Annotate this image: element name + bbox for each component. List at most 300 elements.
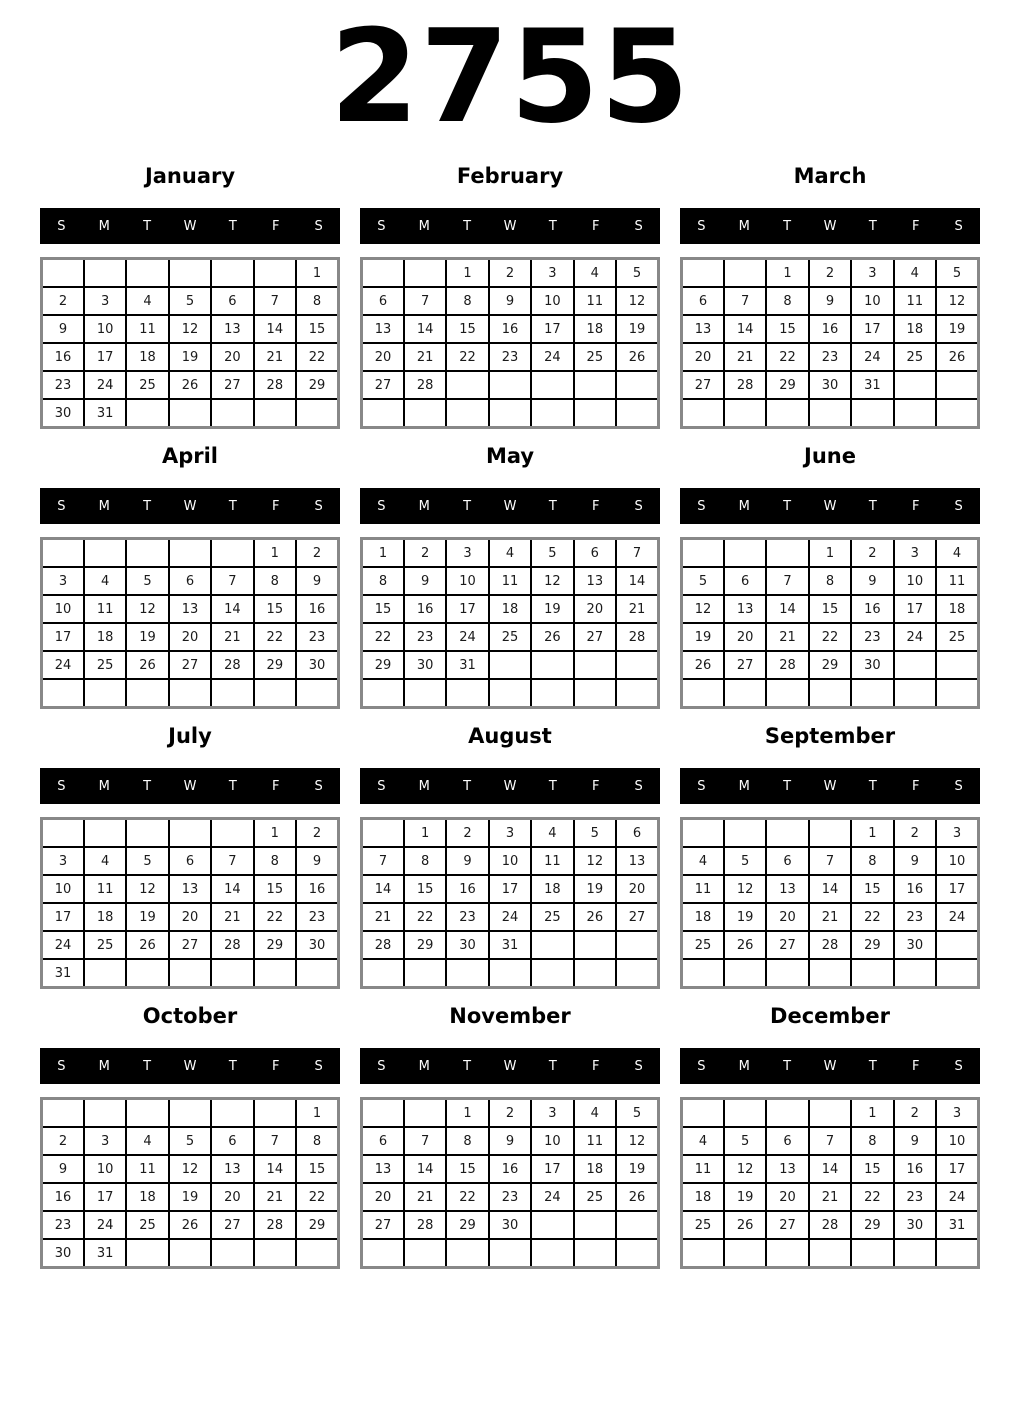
month-days-table — [680, 257, 980, 429]
day-cell: 26 — [724, 1211, 766, 1239]
day-cell: 6 — [682, 287, 724, 315]
month-days-table — [40, 257, 340, 429]
empty-day-cell — [616, 399, 658, 428]
day-cell: 26 — [936, 343, 978, 371]
day-cell: 22 — [362, 623, 404, 651]
day-cell: 15 — [766, 315, 808, 343]
day-cell: 2 — [404, 539, 446, 568]
day-cell: 27 — [724, 651, 766, 679]
day-cell: 12 — [682, 595, 724, 623]
day-cell: 24 — [531, 343, 573, 371]
day-cell: 29 — [254, 931, 296, 959]
week-row — [42, 371, 339, 399]
week-row — [362, 959, 659, 988]
day-cell: 28 — [616, 623, 658, 651]
day-cell: 28 — [766, 651, 808, 679]
day-cell: 1 — [254, 819, 296, 848]
day-cell: 24 — [42, 931, 84, 959]
day-cell: 14 — [254, 315, 296, 343]
day-cell: 23 — [296, 623, 338, 651]
day-cell: 30 — [296, 931, 338, 959]
day-cell: 29 — [851, 1211, 893, 1239]
day-cell: 14 — [766, 595, 808, 623]
empty-day-cell — [42, 679, 84, 708]
weekday-label: M — [418, 1058, 430, 1074]
day-cell: 12 — [936, 287, 978, 315]
day-cell: 27 — [211, 1211, 253, 1239]
empty-day-cell — [42, 259, 84, 288]
day-cell: 1 — [404, 819, 446, 848]
day-cell: 6 — [724, 567, 766, 595]
month-days-body — [362, 1099, 659, 1268]
day-cell: 8 — [404, 847, 446, 875]
day-cell: 1 — [296, 1099, 338, 1128]
empty-day-cell — [126, 819, 168, 848]
empty-day-cell — [126, 539, 168, 568]
day-cell: 23 — [894, 903, 936, 931]
empty-day-cell — [616, 1211, 658, 1239]
month-days-body — [682, 539, 979, 708]
month-days-table — [40, 537, 340, 709]
empty-day-cell — [211, 679, 253, 708]
day-cell: 21 — [724, 343, 766, 371]
day-cell: 20 — [362, 343, 404, 371]
weekday-label: W — [823, 778, 837, 794]
day-cell: 22 — [446, 1183, 488, 1211]
day-cell: 17 — [851, 315, 893, 343]
weekday-label: T — [783, 498, 792, 514]
empty-day-cell — [531, 1239, 573, 1268]
day-cell: 25 — [126, 1211, 168, 1239]
day-cell: 9 — [296, 847, 338, 875]
month-days-body — [42, 819, 339, 988]
day-cell: 10 — [42, 875, 84, 903]
day-cell: 23 — [42, 371, 84, 399]
weekday-label: S — [314, 498, 323, 514]
weekday-label: S — [57, 1058, 66, 1074]
empty-day-cell — [362, 259, 404, 288]
empty-day-cell — [169, 679, 211, 708]
day-cell: 1 — [446, 1099, 488, 1128]
weekday-label: M — [418, 498, 430, 514]
week-row — [682, 679, 979, 708]
day-cell: 15 — [404, 875, 446, 903]
empty-day-cell — [809, 959, 851, 988]
empty-day-cell — [362, 399, 404, 428]
empty-day-cell — [616, 931, 658, 959]
day-cell: 22 — [851, 1183, 893, 1211]
weekday-label: T — [228, 1058, 237, 1074]
month-days-table — [680, 817, 980, 989]
day-cell: 4 — [936, 539, 978, 568]
weekday-label: T — [783, 1058, 792, 1074]
day-cell: 20 — [211, 1183, 253, 1211]
week-row — [42, 399, 339, 428]
day-cell: 4 — [84, 567, 126, 595]
weekday-label: S — [954, 778, 963, 794]
weekday-header — [680, 208, 980, 244]
day-cell: 13 — [169, 875, 211, 903]
day-cell: 2 — [489, 259, 531, 288]
months-grid — [0, 156, 1020, 1269]
week-row — [42, 567, 339, 595]
day-cell: 19 — [724, 903, 766, 931]
week-row — [42, 875, 339, 903]
day-cell: 5 — [682, 567, 724, 595]
day-cell: 8 — [446, 287, 488, 315]
day-cell: 27 — [211, 371, 253, 399]
day-cell: 5 — [724, 847, 766, 875]
day-cell: 14 — [404, 1155, 446, 1183]
weekday-label: W — [503, 778, 517, 794]
day-cell: 6 — [169, 567, 211, 595]
weekday-label: S — [314, 778, 323, 794]
day-cell: 21 — [362, 903, 404, 931]
empty-day-cell — [126, 399, 168, 428]
day-cell: 24 — [489, 903, 531, 931]
day-cell: 20 — [169, 623, 211, 651]
empty-day-cell — [489, 651, 531, 679]
day-cell: 21 — [809, 903, 851, 931]
day-cell: 12 — [126, 595, 168, 623]
day-cell: 17 — [531, 315, 573, 343]
empty-day-cell — [446, 399, 488, 428]
day-cell: 13 — [574, 567, 616, 595]
empty-day-cell — [574, 371, 616, 399]
day-cell: 10 — [446, 567, 488, 595]
empty-day-cell — [296, 1239, 338, 1268]
day-cell: 26 — [531, 623, 573, 651]
empty-day-cell — [84, 959, 126, 988]
day-cell: 29 — [362, 651, 404, 679]
day-cell: 10 — [42, 595, 84, 623]
day-cell: 3 — [936, 819, 978, 848]
month-days-body — [42, 1099, 339, 1268]
day-cell: 19 — [574, 875, 616, 903]
day-cell: 27 — [362, 1211, 404, 1239]
week-row — [362, 1155, 659, 1183]
empty-day-cell — [724, 959, 766, 988]
day-cell: 7 — [766, 567, 808, 595]
day-cell: 8 — [254, 567, 296, 595]
day-cell: 19 — [169, 343, 211, 371]
month-title: June — [804, 444, 856, 468]
weekday-header — [360, 208, 660, 244]
empty-day-cell — [766, 1099, 808, 1128]
empty-day-cell — [446, 959, 488, 988]
empty-day-cell — [766, 819, 808, 848]
week-row — [362, 567, 659, 595]
week-row — [42, 651, 339, 679]
empty-day-cell — [254, 1099, 296, 1128]
day-cell: 19 — [936, 315, 978, 343]
empty-day-cell — [126, 679, 168, 708]
week-row — [682, 847, 979, 875]
day-cell: 24 — [936, 903, 978, 931]
week-row — [42, 1183, 339, 1211]
day-cell: 17 — [936, 875, 978, 903]
weekday-header — [40, 208, 340, 244]
day-cell: 26 — [574, 903, 616, 931]
day-cell: 11 — [126, 1155, 168, 1183]
day-cell: 14 — [724, 315, 766, 343]
day-cell: 3 — [531, 1099, 573, 1128]
day-cell: 23 — [296, 903, 338, 931]
day-cell: 8 — [766, 287, 808, 315]
month-days-body — [42, 259, 339, 428]
day-cell: 16 — [296, 595, 338, 623]
empty-day-cell — [211, 1239, 253, 1268]
weekday-label: T — [463, 778, 472, 794]
weekday-label: S — [954, 1058, 963, 1074]
empty-day-cell — [894, 959, 936, 988]
day-cell: 13 — [211, 315, 253, 343]
weekday-label: S — [954, 218, 963, 234]
day-cell: 6 — [616, 819, 658, 848]
empty-day-cell — [531, 399, 573, 428]
week-row — [42, 959, 339, 988]
week-row — [682, 623, 979, 651]
week-row — [682, 1239, 979, 1268]
weekday-label: S — [697, 778, 706, 794]
day-cell: 21 — [809, 1183, 851, 1211]
day-cell: 18 — [84, 623, 126, 651]
weekday-label: T — [548, 1058, 557, 1074]
day-cell: 9 — [296, 567, 338, 595]
day-cell: 7 — [724, 287, 766, 315]
empty-day-cell — [766, 959, 808, 988]
day-cell: 11 — [126, 315, 168, 343]
day-cell: 13 — [724, 595, 766, 623]
empty-day-cell — [574, 931, 616, 959]
empty-day-cell — [724, 399, 766, 428]
day-cell: 10 — [936, 847, 978, 875]
month-days-body — [362, 539, 659, 708]
day-cell: 30 — [851, 651, 893, 679]
weekday-label: F — [911, 778, 920, 794]
day-cell: 30 — [42, 399, 84, 428]
weekday-label: T — [143, 1058, 152, 1074]
week-row — [362, 847, 659, 875]
day-cell: 16 — [404, 595, 446, 623]
day-cell: 7 — [616, 539, 658, 568]
week-row — [362, 931, 659, 959]
weekday-label: M — [98, 778, 110, 794]
empty-day-cell — [211, 539, 253, 568]
day-cell: 28 — [362, 931, 404, 959]
weekday-label: T — [548, 778, 557, 794]
weekday-label: T — [868, 778, 877, 794]
week-row — [42, 343, 339, 371]
day-cell: 5 — [936, 259, 978, 288]
day-cell: 24 — [531, 1183, 573, 1211]
day-cell: 8 — [296, 287, 338, 315]
day-cell: 10 — [936, 1127, 978, 1155]
weekday-label: W — [183, 1058, 197, 1074]
day-cell: 16 — [851, 595, 893, 623]
empty-day-cell — [724, 259, 766, 288]
day-cell: 2 — [809, 259, 851, 288]
month-title: December — [770, 1004, 890, 1028]
day-cell: 12 — [169, 1155, 211, 1183]
day-cell: 21 — [254, 343, 296, 371]
day-cell: 18 — [489, 595, 531, 623]
day-cell: 10 — [84, 1155, 126, 1183]
empty-day-cell — [84, 819, 126, 848]
empty-day-cell — [489, 959, 531, 988]
day-cell: 17 — [84, 1183, 126, 1211]
month-title: April — [161, 444, 219, 468]
day-cell: 9 — [42, 1155, 84, 1183]
empty-day-cell — [574, 1239, 616, 1268]
day-cell: 5 — [616, 259, 658, 288]
weekday-label: M — [738, 1058, 750, 1074]
day-cell: 19 — [682, 623, 724, 651]
weekday-label: S — [954, 498, 963, 514]
day-cell: 21 — [211, 903, 253, 931]
empty-day-cell — [404, 959, 446, 988]
empty-day-cell — [766, 539, 808, 568]
weekday-header — [360, 768, 660, 804]
day-cell: 28 — [404, 1211, 446, 1239]
day-cell: 10 — [84, 315, 126, 343]
day-cell: 26 — [169, 1211, 211, 1239]
month-title: October — [142, 1004, 238, 1028]
day-cell: 11 — [531, 847, 573, 875]
weekday-label: T — [463, 218, 472, 234]
weekday-label: S — [57, 778, 66, 794]
week-row — [682, 875, 979, 903]
weekday-label: W — [823, 498, 837, 514]
day-cell: 16 — [894, 875, 936, 903]
day-cell: 4 — [894, 259, 936, 288]
empty-day-cell — [296, 959, 338, 988]
weekday-label: M — [738, 778, 750, 794]
day-cell: 2 — [42, 287, 84, 315]
day-cell: 25 — [126, 371, 168, 399]
calendar-page — [0, 3, 1020, 1269]
day-cell: 8 — [851, 847, 893, 875]
day-cell: 26 — [616, 1183, 658, 1211]
day-cell: 25 — [936, 623, 978, 651]
empty-day-cell — [404, 1099, 446, 1128]
day-cell: 23 — [42, 1211, 84, 1239]
weekday-label: T — [783, 218, 792, 234]
empty-day-cell — [446, 679, 488, 708]
week-row — [362, 287, 659, 315]
week-row — [42, 623, 339, 651]
day-cell: 30 — [489, 1211, 531, 1239]
day-cell: 12 — [724, 1155, 766, 1183]
week-row — [42, 259, 339, 288]
empty-day-cell — [894, 651, 936, 679]
week-row — [42, 1239, 339, 1268]
day-cell: 9 — [489, 287, 531, 315]
empty-day-cell — [766, 1239, 808, 1268]
weekday-label: T — [228, 498, 237, 514]
empty-day-cell — [724, 1239, 766, 1268]
weekday-header — [680, 768, 980, 804]
weekday-label: F — [591, 1058, 600, 1074]
day-cell: 9 — [489, 1127, 531, 1155]
empty-day-cell — [574, 679, 616, 708]
day-cell: 7 — [211, 567, 253, 595]
week-row — [362, 595, 659, 623]
empty-day-cell — [809, 819, 851, 848]
day-cell: 9 — [894, 1127, 936, 1155]
week-row — [682, 399, 979, 428]
day-cell: 29 — [809, 651, 851, 679]
day-cell: 11 — [682, 875, 724, 903]
month-block-march — [680, 156, 980, 429]
day-cell: 20 — [616, 875, 658, 903]
day-cell: 15 — [362, 595, 404, 623]
week-row — [362, 399, 659, 428]
day-cell: 15 — [254, 595, 296, 623]
day-cell: 22 — [254, 903, 296, 931]
day-cell: 3 — [531, 259, 573, 288]
weekday-label: M — [98, 1058, 110, 1074]
day-cell: 2 — [851, 539, 893, 568]
day-cell: 2 — [894, 1099, 936, 1128]
day-cell: 15 — [296, 1155, 338, 1183]
day-cell: 19 — [126, 623, 168, 651]
day-cell: 4 — [574, 259, 616, 288]
week-row — [362, 903, 659, 931]
day-cell: 30 — [894, 931, 936, 959]
week-row — [42, 287, 339, 315]
empty-day-cell — [531, 931, 573, 959]
weekday-label: F — [911, 1058, 920, 1074]
weekday-label: M — [418, 218, 430, 234]
day-cell: 25 — [574, 343, 616, 371]
empty-day-cell — [169, 259, 211, 288]
day-cell: 26 — [126, 931, 168, 959]
day-cell: 18 — [126, 1183, 168, 1211]
day-cell: 17 — [894, 595, 936, 623]
empty-day-cell — [682, 1099, 724, 1128]
day-cell: 28 — [809, 1211, 851, 1239]
day-cell: 24 — [851, 343, 893, 371]
empty-day-cell — [362, 819, 404, 848]
weekday-label: W — [503, 218, 517, 234]
day-cell: 15 — [851, 875, 893, 903]
day-cell: 5 — [126, 847, 168, 875]
day-cell: 19 — [126, 903, 168, 931]
weekday-label: S — [634, 778, 643, 794]
empty-day-cell — [682, 259, 724, 288]
day-cell: 31 — [84, 399, 126, 428]
weekday-label: T — [228, 218, 237, 234]
empty-day-cell — [84, 259, 126, 288]
day-cell: 14 — [809, 1155, 851, 1183]
day-cell: 2 — [489, 1099, 531, 1128]
week-row — [42, 931, 339, 959]
day-cell: 18 — [126, 343, 168, 371]
empty-day-cell — [169, 959, 211, 988]
day-cell: 23 — [489, 343, 531, 371]
day-cell: 10 — [489, 847, 531, 875]
empty-day-cell — [531, 1211, 573, 1239]
day-cell: 16 — [42, 343, 84, 371]
weekday-label: M — [738, 218, 750, 234]
empty-day-cell — [404, 399, 446, 428]
empty-day-cell — [682, 819, 724, 848]
day-cell: 29 — [254, 651, 296, 679]
day-cell: 27 — [616, 903, 658, 931]
weekday-header — [40, 488, 340, 524]
weekday-label: T — [143, 498, 152, 514]
